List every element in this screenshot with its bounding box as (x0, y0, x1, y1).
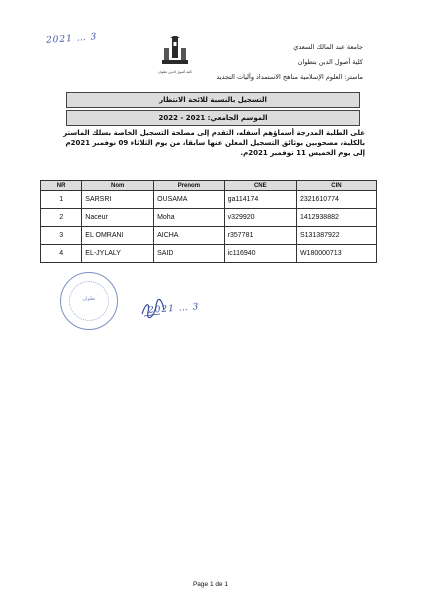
handwritten-date-middle: 2021 … 3 (147, 302, 200, 316)
stamp-text: تطوان (82, 296, 96, 302)
cell-cin: S131387922 (296, 227, 376, 245)
page-footer: Page 1 de 1 (192, 581, 229, 588)
registration-instructions: على الطلبة المدرجة أسماؤهم أسفله، التقدم إلى مصلحة التسجيل الخاصة بسلك الماستر بالكلية، مصحوبين بوثائق التسجيل المعلن عنها سابقا، من يوم الثلاثاء 09 نوفمبر 2021م إلى يوم الخميس 11 نوفمبر 2021م. (63, 129, 365, 157)
cell-nom: SARSRI (82, 191, 154, 209)
students-table (40, 180, 377, 263)
cell-nr: 3 (41, 227, 82, 245)
table-row (41, 191, 377, 209)
cell-prenom: Moha (154, 209, 225, 227)
cell-prenom: OUSAMA (154, 191, 225, 209)
cell-nom: EL OMRANI (82, 227, 154, 245)
faculty-logo-icon (160, 36, 190, 70)
col-nr: NR (41, 181, 82, 191)
cell-prenom: AICHA (154, 227, 225, 245)
cell-nr: 2 (41, 209, 82, 227)
cell-nom: EL-JYLALY (82, 245, 154, 263)
cell-prenom: SAID (154, 245, 225, 263)
table-header-row (41, 181, 377, 191)
cell-cin: 1412938882 (296, 209, 376, 227)
faculty-name: كلية أصول الدين بتطوان (297, 58, 363, 66)
cell-nom: Naceur (82, 209, 154, 227)
col-prenom: Prenom (154, 181, 225, 191)
cell-nr: 4 (41, 245, 82, 263)
col-nom: Nom (82, 181, 154, 191)
table-row (41, 227, 377, 245)
academic-year: الموسم الجامعي: 2021 - 2022 (66, 110, 360, 126)
col-cne: CNE (224, 181, 296, 191)
cell-cin: 2321610774 (296, 191, 376, 209)
waiting-list-title: التسجيل بالنسبة للائحة الانتظار (66, 92, 360, 108)
university-name: جامعة عبد المالك السعدي (293, 43, 363, 51)
handwritten-date-top: 2021 … 3 (45, 32, 98, 46)
cell-cne: v329920 (224, 209, 296, 227)
master-program: ماستر: العلوم الإسلامية مناهج الاستمداد وآليات التجديد (216, 73, 363, 81)
table-row (41, 209, 377, 227)
cell-cne: ga114174 (224, 191, 296, 209)
table-row (41, 245, 377, 263)
logo-caption: كلية أصول الدين تطوان (157, 70, 193, 74)
cell-cne: ic116940 (224, 245, 296, 263)
cell-cne: r357781 (224, 227, 296, 245)
cell-nr: 1 (41, 191, 82, 209)
cell-cin: W180000713 (296, 245, 376, 263)
col-cin: CIN (296, 181, 376, 191)
